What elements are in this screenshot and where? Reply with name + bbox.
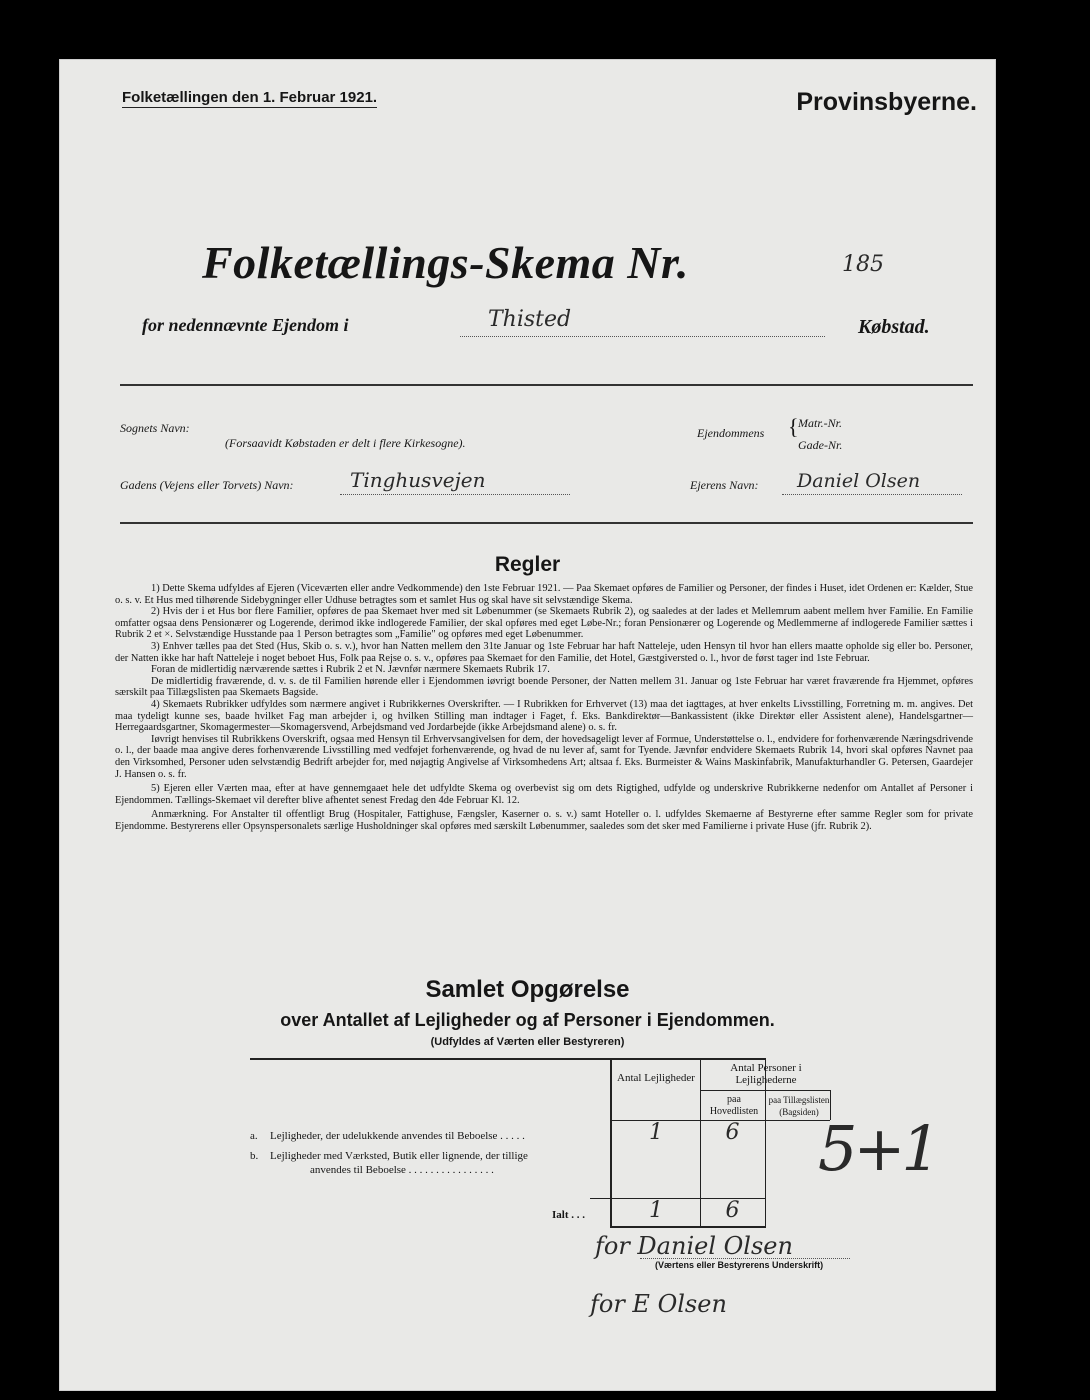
summary-note: (Udfyldes af Værten eller Bestyreren) — [430, 1036, 625, 1048]
property-label: Ejendommens — [697, 426, 765, 440]
form-number: 185 — [842, 252, 884, 277]
total-antal-value: 1 — [649, 1198, 663, 1223]
table-top-line — [250, 1058, 765, 1060]
property-brace-icon: { — [788, 414, 799, 439]
table-hline — [700, 1090, 830, 1091]
summary-table — [250, 1058, 845, 1228]
parish-note: (Forsaavidt Købstaden er delt i flere Kirkesogne). — [225, 436, 466, 450]
margin-note: 5+1 — [818, 1112, 937, 1185]
col-tillaeg-header: paa Tillægslisten (Bagsiden) — [768, 1095, 830, 1117]
rule-paragraph: 5) Ejeren eller Værten maa, efter at have gennemgaaet hele det udfyldte Skema og overbevist sig om dets Rigtighed, udfylde og underskrive Rubrikkerne nedenfor om Antallet af Personer i Ejendommen. Tællings-Skemaet vil derefter blive afhentet senest Fredag den 4de Februar Kl. 12. — [115, 783, 973, 806]
total-hoved-value: 6 — [725, 1198, 740, 1223]
street-value: Tinghusvejen — [350, 468, 486, 492]
gade-label: Gade-Nr. — [798, 438, 843, 452]
col-personer-header: Antal Personer i Lejlighederne — [730, 1062, 802, 1086]
rule-paragraph: 1) Dette Skema udfyldes af Ejeren (Viceværten eller andre Vedkommende) den 1ste Februar 1921. — Paa Skemaet opføres de Familier og Personer, der findes i Huset, idet Ordenen er: Kælder, Stue o. s. v. Et Hus med tilhørende Sidebygninger eller Udhuse betragtes som et samlet Hus og skal have sit selvstændige Skema. — [115, 583, 973, 606]
row-b-letter: b. — [250, 1150, 259, 1162]
town-underline — [460, 336, 825, 337]
rule-paragraph: 4) Skemaets Rubrikker udfyldes som nærmere angivet i Rubrikkernes Overskrifter. — I Rubrikken for Erhvervet (13) maa det iagttages, at hver enkelts Livsstilling, Forretning m. m. angives. Det maa tydeligt kunne ses, baade hvilket Fag man arbejder i, og hvilken Stilling man indtager i Faget, f. Eks. Bankdirektør—Bankassistent (ikke Direktør eller Assistent alene), Handelsgartner—Herregaardsgartner, Skomagermester—Skomagersvend, Arbejdsmand ved Jordarbejde (ikke Arbejdsmand alene) o. s. fr. — [115, 698, 973, 734]
a-hoved-value: 6 — [725, 1120, 740, 1145]
rule-paragraph: 3) Enhver tælles paa det Sted (Hus, Skib o. s. v.), hvor han Natten mellem den 31te Januar og 1ste Februar har haft Natteleje, uden Hensyn til hvor han ellers maatte opholde sig eller bo. Personer, der Natten ikke har haft Natteleje i noget beboet Hus, Folk paa Rejse o. s. v., opføres paa Skemaet for den Familie, det Hotel, Gæstgiversted o. l., hvor de først tager ind 1ste Februar. — [115, 640, 973, 664]
summary-subtitle: over Antallet af Lejligheder og af Personer i Ejendommen. — [280, 1010, 775, 1030]
row-b-label-1: Lejligheder med Værksted, Butik eller lignende, der tillige — [270, 1150, 528, 1162]
signature-caption: (Værtens eller Bestyrerens Underskrift) — [655, 1260, 824, 1270]
signature-line-2: for E Olsen — [590, 1290, 727, 1318]
row-b-label-2: anvendes til Beboelse . . . . . . . . . . . . . . . . — [310, 1164, 494, 1176]
rule-paragraph: 2) Hvis der i et Hus bor flere Familier, opføres de paa Skemaet hver med sit Løbenummer (se Skemaets Rubrik 2), og saaledes at der lades et Mellemrum aabent mellem hver Familie. En Familie omfatter ogsaa dens Pensionærer og Logerende, derimod ikke indlogerede Familier, der skal opføres med eget Løbe-Nr.; foran Pensionærer og Logerende og Medlemmerne af indlogerede Familier sættes i Rubrik 2 et ×. Selvstændige Husstande paa 1 Person betragtes som „Familie" og opføres med eget Løbenummer. — [115, 606, 973, 641]
census-form-sheet — [60, 60, 995, 1390]
rule-paragraph: De midlertidig fraværende, d. v. s. de til Familien hørende eller i Ejendommen iøvrigt boende Personer, der Natten mellem 31. Januar og 1ste Februar har været fraværende fra Hjemmet, opføres særskilt paa Tillægslisten paa Skemaets Bagside. — [115, 675, 973, 699]
signature-line-1: for Daniel Olsen — [595, 1232, 793, 1260]
a-antal-value: 1 — [649, 1120, 663, 1145]
street-label: Gadens (Vejens eller Torvets) Navn: — [120, 478, 294, 492]
rule-paragraph: Anmærkning. For Anstalter til offentligt Brug (Hospitaler, Fattighuse, Fængsler, Kaserner o. s. v.) samt Hoteller o. l. udfyldes Skemaerne af Bestyrerne efter samme Regler som for private Ejendomme. Bestyrerens eller Opsynspersonalets særlige Husholdninger skal opføres med særskilt Løbenummer, saaledes som det sker med Familierne i private Huse (jfr. Rubrik 2). — [115, 809, 973, 832]
divider-top — [120, 384, 973, 386]
summary-title: Samlet Opgørelse — [425, 976, 630, 1003]
rules-text — [115, 583, 973, 832]
divider-mid — [120, 522, 973, 524]
row-a-label: Lejligheder, der udelukkende anvendes til Beboelse . . . . . — [270, 1130, 525, 1142]
row-total-label: Ialt . . . — [552, 1209, 585, 1221]
rule-paragraph: Foran de midlertidig nærværende sættes i Rubrik 2 et N. Jævnfør nærmere Skemaets Rubrik 17. — [151, 664, 550, 676]
table-hline — [612, 1226, 766, 1228]
row-a-letter: a. — [250, 1130, 258, 1142]
col-antal-header: Antal Lejligheder — [617, 1072, 695, 1084]
for-line: for nedennævnte Ejendom i — [142, 315, 349, 335]
town-type: Købstad. — [858, 316, 930, 338]
parish-label: Sognets Navn: — [120, 421, 190, 435]
town-name: Thisted — [488, 307, 572, 332]
street-underline — [340, 494, 570, 495]
signature-underline — [640, 1258, 850, 1259]
col-hoved-header: paa Hovedlisten — [709, 1094, 759, 1117]
matr-label: Matr.-Nr. — [798, 416, 843, 430]
region-label: Provinsbyerne. — [796, 88, 977, 116]
census-header: Folketællingen den 1. Februar 1921. — [122, 89, 378, 106]
owner-underline — [782, 494, 962, 495]
owner-value: Daniel Olsen — [797, 470, 921, 492]
rules-title: Regler — [494, 553, 561, 576]
owner-label: Ejerens Navn: — [690, 478, 759, 492]
rule-paragraph: Iøvrigt henvises til Rubrikkens Overskrift, ogsaa med Hensyn til Erhvervsangivelsen for dem, der hovedsageligt lever af Formue, Understøttelse o. l., endvidere for forhenværende Næringsdrivende o. l., der baade maa angive deres forhenværende Livsstilling med vedføjet forhenværende, og hvad de nu lever af, samt for Tyende. Jævnfør endvidere Skemaets Rubrik 14, hvori skal opføres Navnet paa den Virksomhed, Personer uden selvstændig Bedrift arbejder for, med nøjagtig Angivelse af Virksomhedens Art; altsaa f. Eks. Burmeister & Wains Maskinfabrik, Manufakturhandler G. Petersen, Gaardejer J. Hansen o. s. fr. — [115, 733, 973, 780]
form-title: Folketællings-Skema Nr. — [202, 237, 689, 288]
